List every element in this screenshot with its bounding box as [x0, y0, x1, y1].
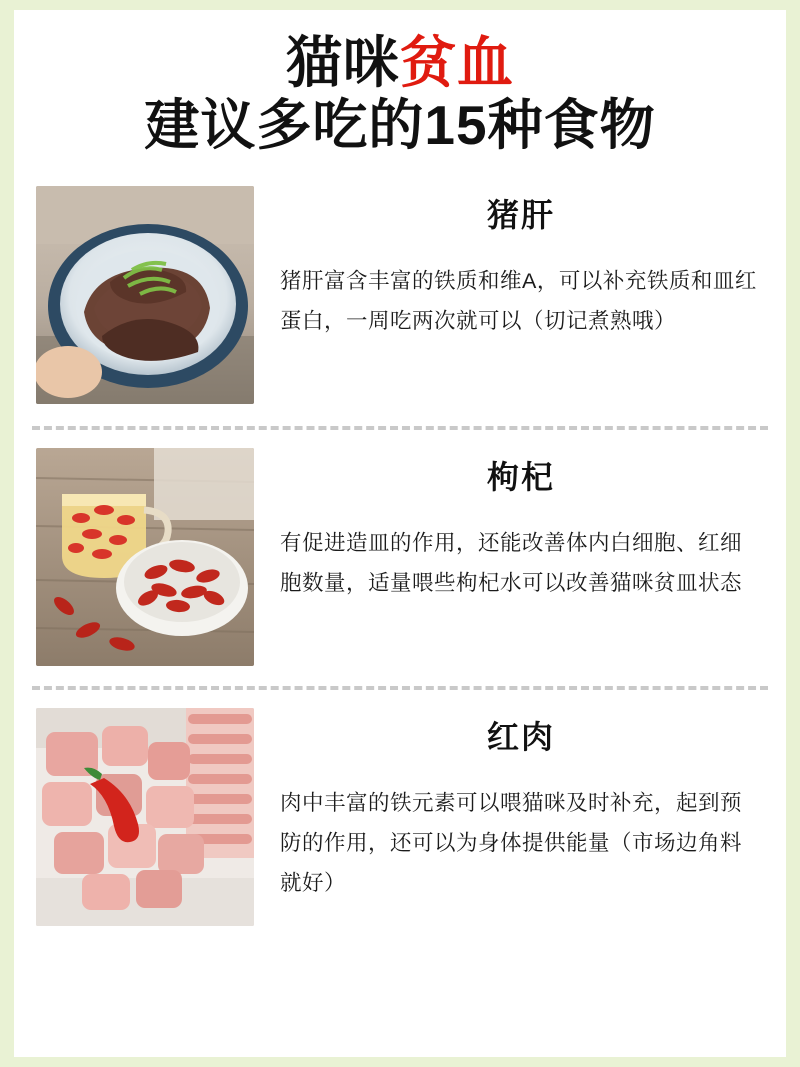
list-item [14, 180, 786, 410]
item-body: 猪肝富含丰富的铁质和维A，可以补充铁质和皿红蛋白，一周吃两次就可以（切记煮熟哦） [280, 269, 757, 334]
item-title: 红肉 [486, 719, 555, 756]
poster-card [14, 10, 786, 1057]
item-body: 肉中丰富的铁元素可以喂猫咪及时补充，起到预防的作用，还可以为身体提供能量（市场边角料就好） [280, 791, 743, 895]
item-title: 枸杞 [486, 459, 555, 496]
list-item-text [254, 186, 762, 342]
title-prefix: 猫咪 [286, 31, 400, 94]
list-item-text [254, 708, 762, 903]
food-list [14, 180, 786, 932]
page-title [14, 10, 786, 166]
divider [32, 426, 768, 430]
title-line-1 [34, 32, 766, 95]
red-meat-photo [36, 708, 254, 926]
title-accent: 贫血 [400, 31, 514, 94]
list-item [14, 702, 786, 932]
list-item [14, 442, 786, 672]
item-title: 猪肝 [486, 197, 555, 234]
list-item-text [254, 448, 762, 604]
item-body: 有促进造皿的作用，还能改善体内白细胞、红细胞数量，适量喂些枸杞水可以改善猫咪贫皿状态 [280, 531, 743, 596]
pork-liver-photo [36, 186, 254, 404]
goji-berry-photo [36, 448, 254, 666]
title-line-2: 建议多吃的15种食物 [144, 93, 656, 156]
divider [32, 686, 768, 690]
